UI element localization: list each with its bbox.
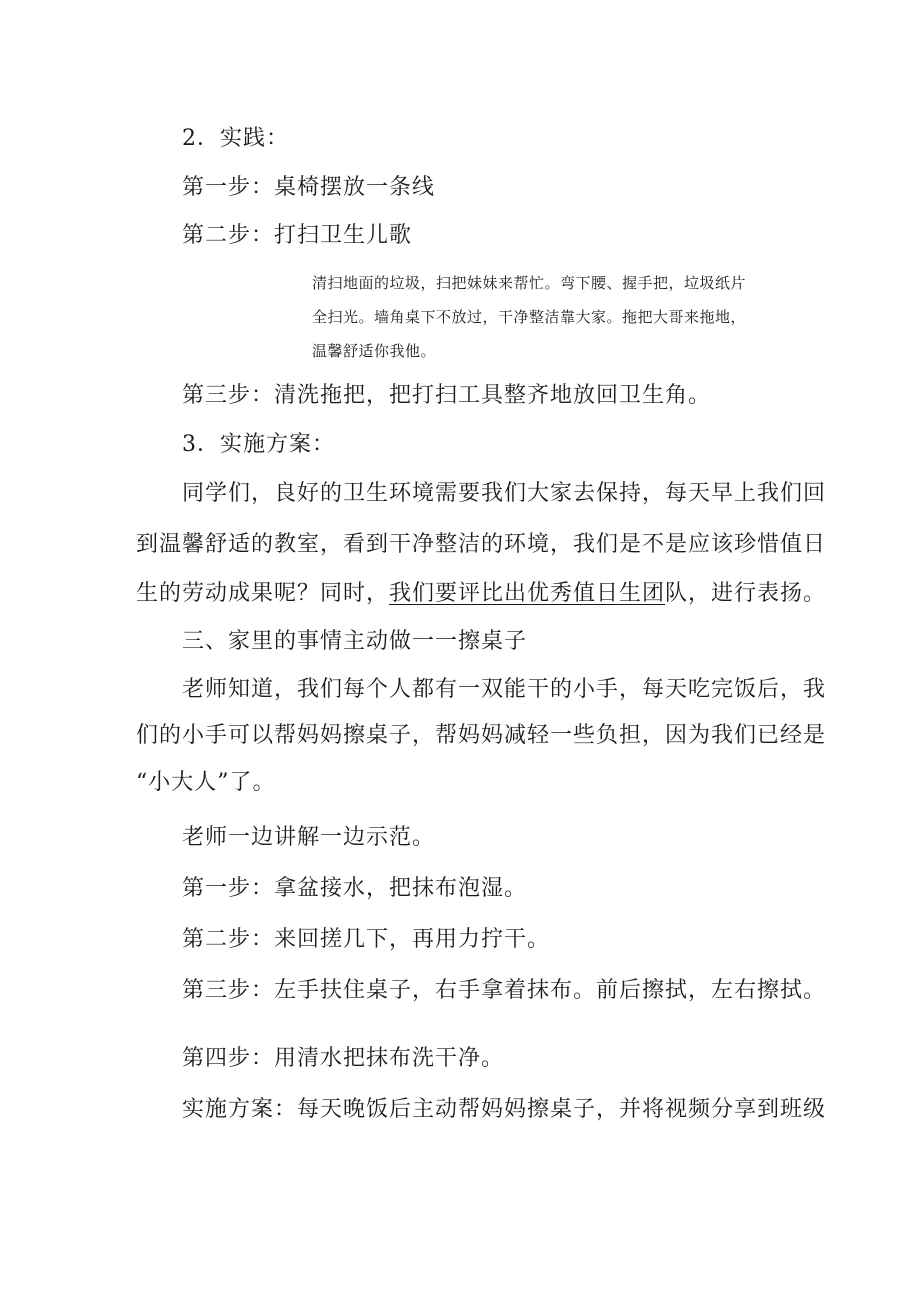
plan-para-line-3-end: 队，进行表扬。 <box>665 581 827 606</box>
plan-para-line-2: 到温馨舒适的教室，看到干净整洁的环境，我们是不是应该珍惜值日 <box>136 532 827 557</box>
intro-line-3: “小大人”了。 <box>136 770 276 795</box>
wipe-step-4: 第四步：用清水把抹布洗干净。 <box>182 1046 505 1071</box>
plan-para-line-3 <box>136 579 826 609</box>
rhyme-line-2: 全扫光。墙角桌下不放过，干净整洁靠大家。拖把大哥来拖地， <box>312 308 747 326</box>
section-2-heading: 2．实践： <box>182 126 289 151</box>
wipe-step-1: 第一步：拿盆接水，把抹布泡湿。 <box>182 876 528 901</box>
wipe-step-2: 第二步：来回搓几下，再用力拧干。 <box>182 927 551 952</box>
wipe-step-3: 第三步：左手扶住桌子，右手拿着抹布。前后擦拭，左右擦拭。 <box>182 978 827 1003</box>
plan-para-line-3-start: 生的劳动成果呢？同时， <box>136 581 390 606</box>
section-3-heading: 3．实施方案： <box>182 432 335 457</box>
intro-line-2: 们的小手可以帮妈妈擦桌子，帮妈妈减轻一些负担，因为我们已经是 <box>136 723 827 748</box>
underlined-phrase: 我们要评比出优秀值日生团 <box>389 581 666 606</box>
practice-step-3: 第三步：清洗拖把，把打扫工具整齐地放回卫生角。 <box>182 383 712 408</box>
intro-line-1: 老师知道，我们每个人都有一双能干的小手，每天吃完饭后，我 <box>182 677 827 702</box>
demo-line: 老师一边讲解一边示范。 <box>182 825 436 850</box>
practice-step-2: 第二步：打扫卫生儿歌 <box>182 223 413 248</box>
rhyme-line-3: 温馨舒适你我他。 <box>312 342 437 360</box>
practice-step-1: 第一步：桌椅摆放一条线 <box>182 175 436 200</box>
rhyme-line-1: 清扫地面的垃圾，扫把妹妹来帮忙。弯下腰、握手把，垃圾纸片 <box>312 274 747 292</box>
part-3-heading: 三、家里的事情主动做一一擦桌子 <box>182 629 528 654</box>
home-plan-line: 实施方案：每天晚饭后主动帮妈妈擦桌子，并将视频分享到班级 <box>182 1097 827 1122</box>
plan-para-line-1: 同学们，良好的卫生环境需要我们大家去保持，每天早上我们回 <box>182 481 827 506</box>
